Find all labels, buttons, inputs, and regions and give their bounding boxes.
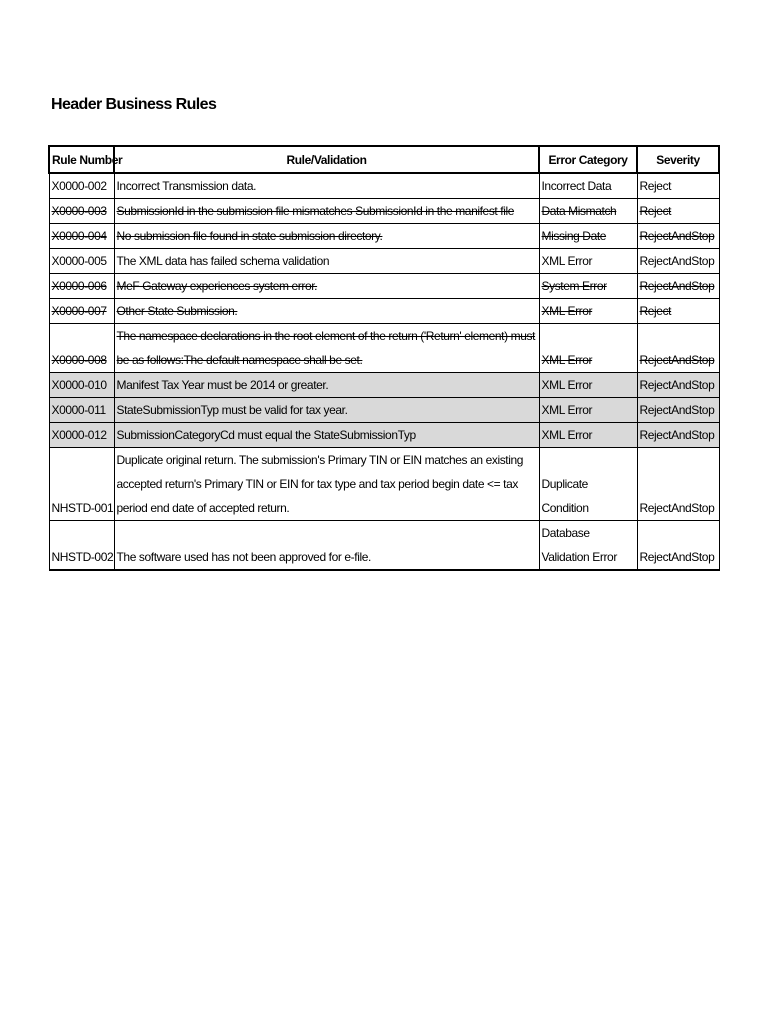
column-header-error-category: Error Category (539, 146, 637, 173)
rule-number-cell: X0000-011 (49, 398, 114, 423)
table-row (49, 299, 719, 324)
error-category-cell: Duplicate Condition (539, 448, 637, 521)
table-row (49, 224, 719, 249)
severity-cell: RejectAndStop (637, 249, 719, 274)
severity-cell: RejectAndStop (637, 398, 719, 423)
rule-number-cell: X0000-008 (49, 324, 114, 373)
rule-number-cell: X0000-012 (49, 423, 114, 448)
error-category-cell: Database Validation Error (539, 521, 637, 571)
rule-number-cell: X0000-002 (49, 173, 114, 199)
table-row (49, 199, 719, 224)
error-category-cell: XML Error (539, 398, 637, 423)
error-category-cell: System Error (539, 274, 637, 299)
rule-number-cell: X0000-004 (49, 224, 114, 249)
rule-validation-cell: Other State Submission. (114, 299, 539, 324)
table-row (49, 448, 719, 521)
severity-cell: RejectAndStop (637, 373, 719, 398)
rule-number-cell: X0000-005 (49, 249, 114, 274)
error-category-cell: Data Mismatch (539, 199, 637, 224)
rule-number-cell: X0000-003 (49, 199, 114, 224)
severity-cell: Reject (637, 299, 719, 324)
table-row (49, 324, 719, 373)
severity-cell: RejectAndStop (637, 423, 719, 448)
severity-cell: RejectAndStop (637, 521, 719, 571)
table-row (49, 173, 719, 199)
severity-cell: RejectAndStop (637, 274, 719, 299)
rule-number-cell: X0000-006 (49, 274, 114, 299)
rule-validation-cell: The XML data has failed schema validation (114, 249, 539, 274)
error-category-cell: XML Error (539, 373, 637, 398)
error-category-cell: XML Error (539, 423, 637, 448)
severity-cell: RejectAndStop (637, 224, 719, 249)
table-body (49, 173, 719, 570)
page-title: Header Business Rules (51, 96, 217, 113)
error-category-cell: Incorrect Data (539, 173, 637, 199)
rule-validation-cell: Duplicate original return. The submission's Primary TIN or EIN matches an existing accepted return's Primary TIN or EIN for tax type and tax period begin date <= tax period end date of accepted return. (114, 448, 539, 521)
table-row (49, 521, 719, 571)
rule-validation-cell: SubmissionId in the submission file mismatches SubmissionId in the manifest file (114, 199, 539, 224)
severity-cell: Reject (637, 199, 719, 224)
severity-cell: Reject (637, 173, 719, 199)
rule-number-cell: X0000-007 (49, 299, 114, 324)
rule-validation-cell: Incorrect Transmission data. (114, 173, 539, 199)
table-header (49, 146, 719, 173)
error-category-cell: Missing Date (539, 224, 637, 249)
error-category-cell: XML Error (539, 249, 637, 274)
rule-number-cell: X0000-010 (49, 373, 114, 398)
rule-number-cell: NHSTD-002 (49, 521, 114, 571)
table-row (49, 249, 719, 274)
severity-cell: RejectAndStop (637, 448, 719, 521)
severity-cell: RejectAndStop (637, 324, 719, 373)
table-row (49, 274, 719, 299)
column-header-rule-validation: Rule/Validation (114, 146, 539, 173)
rule-validation-cell: The namespace declarations in the root element of the return ('Return' element) must be as follows:The default namespace shall be set. (114, 324, 539, 373)
business-rules-table (48, 145, 720, 571)
rule-validation-cell: No submission file found in state submission directory. (114, 224, 539, 249)
rule-validation-cell: MeF Gateway experiences system error. (114, 274, 539, 299)
error-category-cell: XML Error (539, 324, 637, 373)
rule-validation-cell: SubmissionCategoryCd must equal the StateSubmissionTyp (114, 423, 539, 448)
rule-validation-cell: The software used has not been approved for e-file. (114, 521, 539, 571)
column-header-severity: Severity (637, 146, 719, 173)
column-header-rule-number: Rule Number (49, 146, 114, 173)
rule-validation-cell: Manifest Tax Year must be 2014 or greater. (114, 373, 539, 398)
rule-validation-cell: StateSubmissionTyp must be valid for tax year. (114, 398, 539, 423)
table-row (49, 423, 719, 448)
rule-number-cell: NHSTD-001 (49, 448, 114, 521)
error-category-cell: XML Error (539, 299, 637, 324)
table-row (49, 373, 719, 398)
table-row (49, 398, 719, 423)
